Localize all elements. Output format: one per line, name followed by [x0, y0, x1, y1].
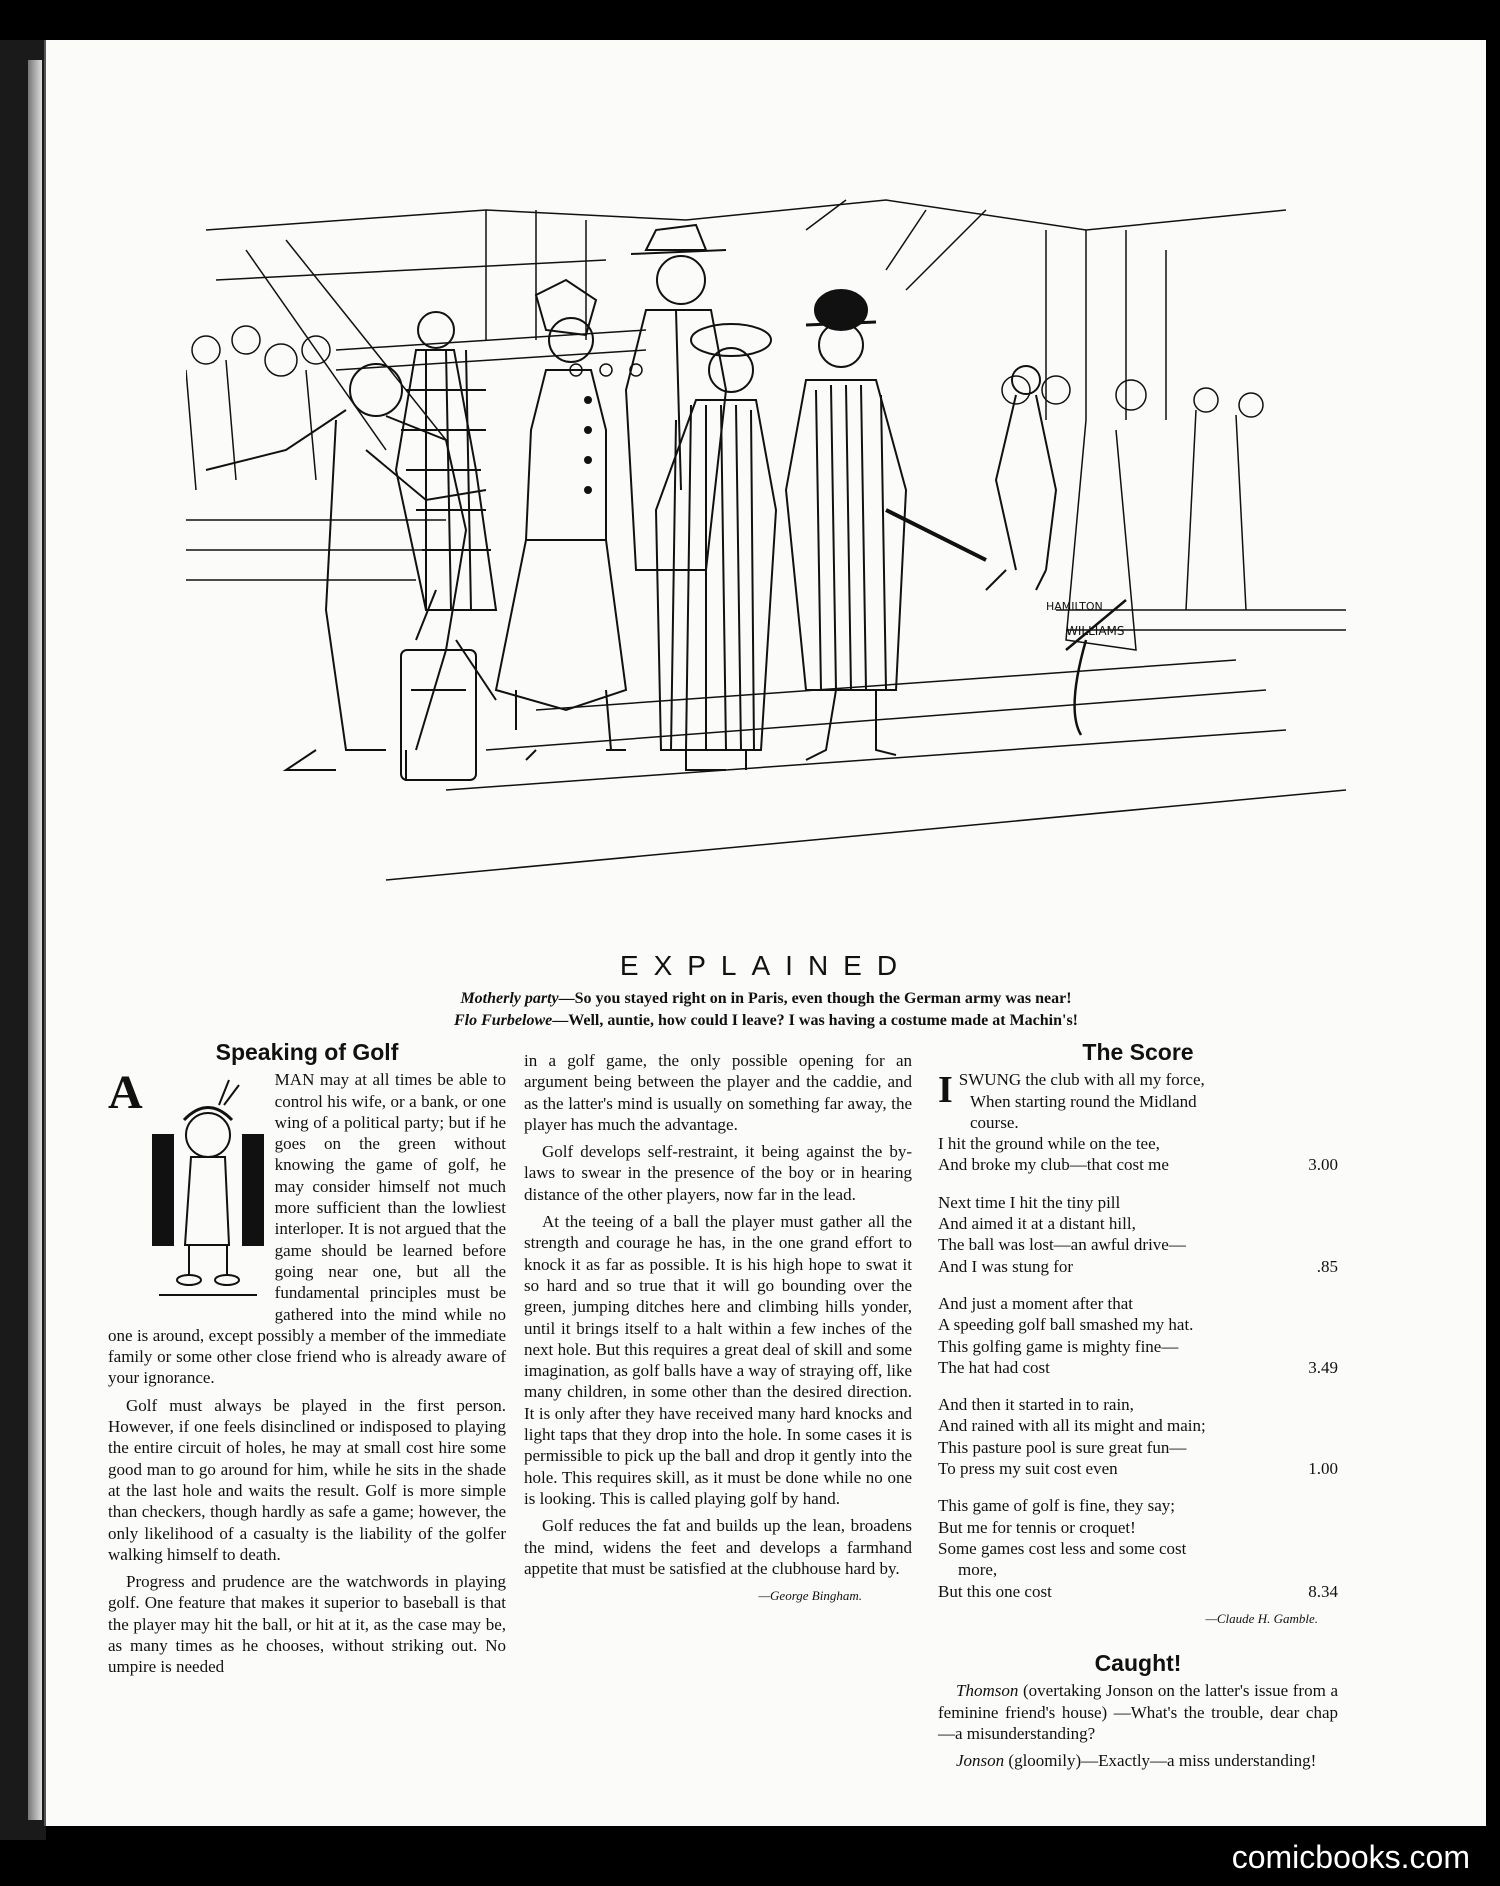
- score-line: When starting round the Midland: [970, 1091, 1197, 1111]
- score-cost-line: [938, 1154, 1338, 1175]
- golf-paragraph-4: in a golf game, the only possible opening for an argument being between the player and the caddie, and as the latter's mind is usually on something far away, the player has much the advantage.: [524, 1051, 912, 1134]
- score-line: SWUNG the club with all my force,: [958, 1070, 1205, 1090]
- score-cost-line: [938, 1256, 1338, 1277]
- caught-title: Caught!: [1094, 1650, 1182, 1677]
- suitcase: [401, 590, 496, 780]
- golf-byline: —George Bingham.: [758, 1588, 862, 1604]
- score-cost-text: To press my suit cost even: [938, 1459, 1118, 1479]
- site-watermark: comicbooks.com: [1231, 1839, 1470, 1875]
- score-line: But me for tennis or croquet!: [938, 1517, 1136, 1537]
- caught-speaker-1: Thomson: [956, 1681, 1019, 1701]
- score-line: course.: [970, 1112, 1019, 1132]
- score-cost-line: [938, 1581, 1338, 1602]
- caught-speaker-2: Jonson: [956, 1751, 1005, 1771]
- caught-paragraph-1: [938, 1680, 1338, 1744]
- score-line: This game of golf is fine, they say;: [938, 1496, 1176, 1516]
- score-line: And then it started in to rain,: [938, 1395, 1134, 1415]
- golf-dropcap: A: [108, 1066, 143, 1120]
- score-line: The ball was lost—an awful drive—: [938, 1235, 1186, 1255]
- score-line: And just a moment after that: [938, 1293, 1133, 1313]
- magazine-page: [44, 40, 1486, 1826]
- caption-text-1: —So you stayed right on in Paris, even though the German army was near!: [558, 990, 1072, 1007]
- golf-paragraph-7: Golf reduces the fat and builds up the lean, broadens the mind, widens the feet and develops a farmhand appetite that must be satisfied at the clubhouse hard by.: [524, 1516, 912, 1578]
- score-line: This pasture pool is sure great fun—: [938, 1437, 1187, 1457]
- caption-text-2: —Well, auntie, how could I leave? I was having a costume made at Machin's!: [552, 1012, 1079, 1029]
- golfer-figure: [149, 1075, 267, 1315]
- caught-text-2: (gloomily)—Exactly—a miss understanding!: [1004, 1751, 1317, 1771]
- golf-paragraph-5: Golf develops self-restraint, it being against the by-laws to swear in the presence of the boy or in hearing distance of the other players, now far in the lead.: [524, 1142, 912, 1204]
- score-byline: —Claude H. Gamble.: [1205, 1610, 1318, 1626]
- score-cost-text: And broke my club—that cost me: [938, 1155, 1169, 1175]
- score-cost-text: And I was stung for: [938, 1256, 1074, 1276]
- score-cost-value: 3.49: [1308, 1357, 1338, 1377]
- cartoon-title: EXPLAINED: [619, 950, 913, 981]
- score-cost-text: The hat had cost: [938, 1357, 1050, 1377]
- score-cost-text: But this one cost: [938, 1581, 1052, 1601]
- score-cost-line: [938, 1357, 1338, 1378]
- score-line: And aimed it at a distant hill,: [938, 1214, 1136, 1234]
- score-cost-value: .85: [1316, 1256, 1338, 1276]
- page-edge: [28, 60, 42, 1820]
- artist-signature-1: HAMILTON: [1046, 600, 1103, 613]
- caption-speaker-2: Flo Furbelowe: [453, 1012, 553, 1029]
- score-stanza-5: [938, 1495, 1338, 1601]
- golf-paragraph-2: Golf must always be played in the first person. However, if one feels disinclined or indisposed to playing the entire circuit of holes, he may at small cost hire some good man to go around for him, while he sits in the shade at the last hole and waits the result. Golf is more simple than checkers, though hardly as safe a game; however, the only likelihood of a casualty is the liability of the golfer walking himself to death.: [108, 1395, 506, 1564]
- cartoon-illustration: [186, 190, 1356, 950]
- score-line: A speeding golf ball smashed my hat.: [938, 1315, 1194, 1335]
- golf-paragraph-6: At the teeing of a ball the player must gather all the strength and courage he has, in the one grand effort to knock it as far as possible. It is his high hope to swat it so hard and so true that it will go bounding over the green, jumping ditches here and climbing hills yonder, until it brings itself to a halt within a few inches of the next hole. But this requires a great deal of skill and some imagination, as golf balls have a way of straying off, like many children, in some other than the desired direction. It is only after they have received many hard knocks and light taps that they drop into the hole. In some cases it is permissible to pick up the ball and drop it gently into the hole. This requires skill, as it must be done while no one is looking. This is called playing golf by hand.: [524, 1212, 912, 1508]
- man-with-hat: [626, 225, 726, 570]
- caption-line-1: [46, 990, 1486, 1008]
- score-cost-value: 8.34: [1308, 1581, 1338, 1601]
- caption-line-2: [46, 1012, 1486, 1030]
- score-line: more,: [958, 1560, 998, 1580]
- signature-flourish: [1066, 600, 1126, 735]
- older-woman-striped: [656, 324, 776, 770]
- score-line: I hit the ground while on the tee,: [938, 1134, 1160, 1154]
- score-line: Next time I hit the tiny pill: [938, 1192, 1121, 1212]
- score-dropcap: I: [938, 1069, 953, 1112]
- score-column: [938, 1039, 1338, 1778]
- woman-checked-coat: [396, 312, 496, 610]
- golf-column-1: [108, 1039, 506, 1684]
- score-stanza-2: [938, 1192, 1338, 1277]
- caption-speaker-1: Motherly party: [460, 990, 559, 1007]
- score-line: And rained with all its might and main;: [938, 1416, 1206, 1436]
- score-title: The Score: [1082, 1039, 1194, 1065]
- score-cost-value: 1.00: [1308, 1459, 1338, 1479]
- golf-column-2: [524, 1050, 912, 1606]
- golf-article-title: Speaking of Golf: [215, 1039, 399, 1065]
- caught-text-1: (overtaking Jonson on the latter's issue from a feminine friend's house) —What's the trouble, dear chap—a misunderstanding?: [938, 1681, 1338, 1744]
- score-cost-line: [938, 1458, 1338, 1479]
- score-stanza-1: [938, 1069, 1338, 1175]
- score-stanza-4: [938, 1394, 1338, 1479]
- ship-background: [186, 200, 1346, 880]
- caught-paragraph-2: [938, 1750, 1338, 1771]
- score-cost-value: 3.00: [1308, 1155, 1338, 1175]
- man-bowler-hat: [786, 290, 986, 760]
- artist-signature-2: WILLIAMS: [1066, 624, 1125, 638]
- golf-paragraph-3: Progress and prudence are the watchwords in playing golf. One feature that makes it superior to baseball is that the player may hit the ball, or hit at it, as the case may be, as many times as he chooses, without striking out. No umpire is needed: [108, 1572, 506, 1677]
- score-stanza-3: [938, 1293, 1338, 1378]
- score-line: Some games cost less and some cost: [938, 1538, 1187, 1558]
- man-left-figure: [206, 364, 486, 780]
- golf-paragraph-1: MAN may at all times be able to control his wife, or a bank, or one wing of a political party; but if he goes on the green without knowing the game of golf, he may consider himself not much more sufficient than the lowliest interloper. It is not argued that the game should be learned before going near one, but all the fundamental principles must be gathered into the mind while no one is around, except possibly a member of the immediate family or some other close friend who is already aware of your ignorance.: [108, 1070, 506, 1388]
- score-line: This golfing game is mighty fine—: [938, 1336, 1179, 1356]
